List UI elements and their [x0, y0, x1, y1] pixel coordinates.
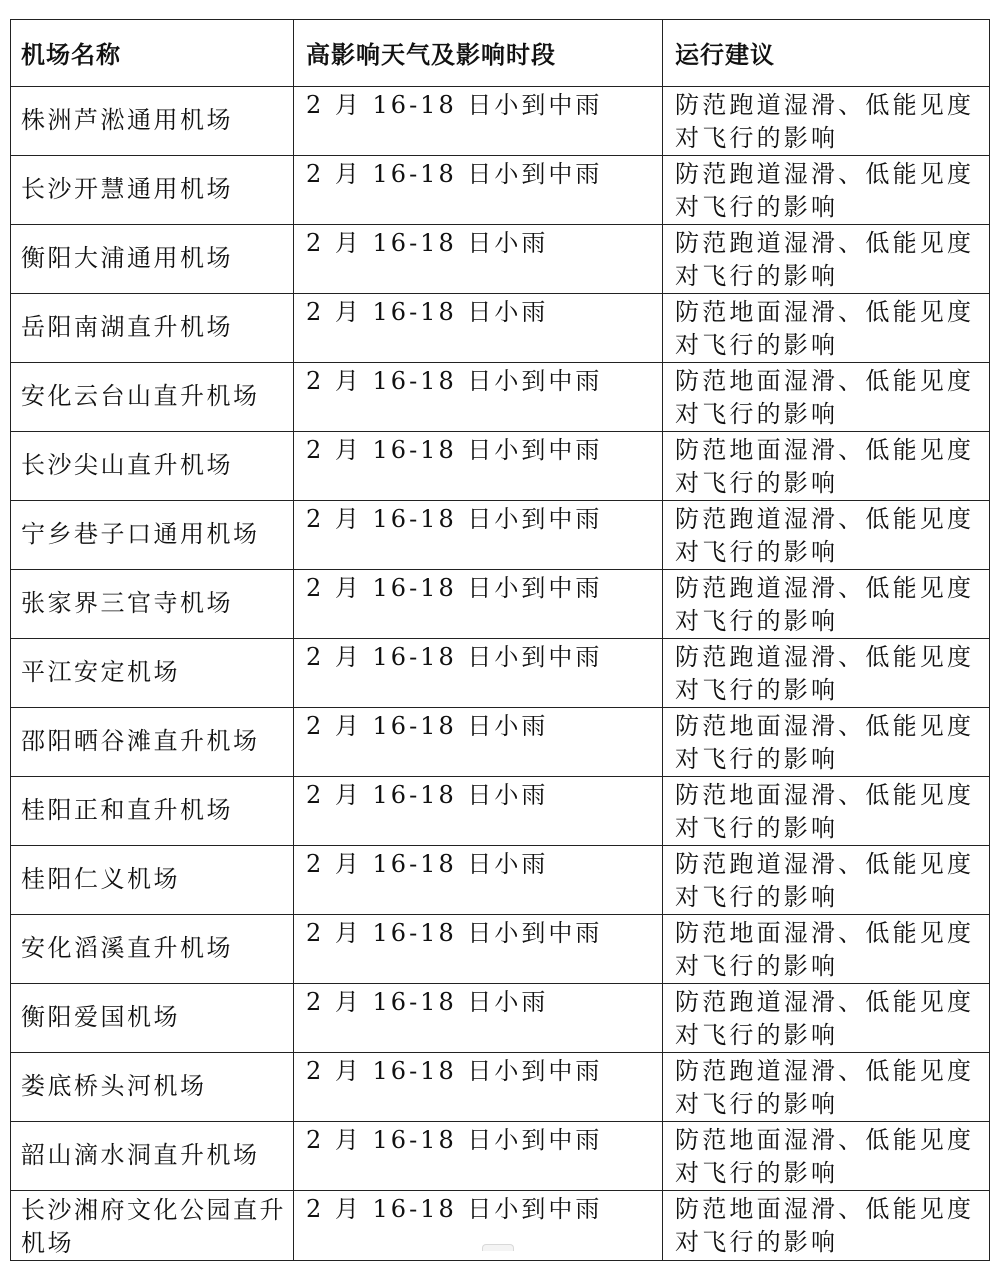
advice-cell: 防范地面湿滑、低能见度对飞行的影响: [663, 363, 990, 432]
table-header-row: [11, 20, 990, 87]
advice-cell: 防范地面湿滑、低能见度对飞行的影响: [663, 1122, 990, 1191]
airport-name-cell: 衡阳爱国机场: [11, 984, 294, 1053]
table-row: [11, 639, 990, 708]
airport-name-cell: 娄底桥头河机场: [11, 1053, 294, 1122]
airport-name-cell: 韶山滴水洞直升机场: [11, 1122, 294, 1191]
weather-cell: 2 月 16-18 日小到中雨: [294, 1191, 663, 1261]
advice-cell: 防范跑道湿滑、低能见度对飞行的影响: [663, 984, 990, 1053]
column-header-airport: 机场名称: [11, 20, 294, 87]
advice-cell: 防范跑道湿滑、低能见度对飞行的影响: [663, 225, 990, 294]
advice-cell: 防范地面湿滑、低能见度对飞行的影响: [663, 432, 990, 501]
table-row: [11, 1122, 990, 1191]
airport-name-cell: 张家界三官寺机场: [11, 570, 294, 639]
table-row: [11, 570, 990, 639]
airport-name-cell: 衡阳大浦通用机场: [11, 225, 294, 294]
advice-cell: 防范地面湿滑、低能见度对飞行的影响: [663, 708, 990, 777]
weather-cell: 2 月 16-18 日小到中雨: [294, 432, 663, 501]
weather-cell: 2 月 16-18 日小雨: [294, 708, 663, 777]
airport-name-cell: 长沙开慧通用机场: [11, 156, 294, 225]
table-row: [11, 501, 990, 570]
weather-cell: 2 月 16-18 日小到中雨: [294, 87, 663, 156]
table-row: [11, 777, 990, 846]
table-row: [11, 363, 990, 432]
table-row: [11, 1053, 990, 1122]
advice-cell: 防范地面湿滑、低能见度对飞行的影响: [663, 294, 990, 363]
airport-name-cell: 桂阳正和直升机场: [11, 777, 294, 846]
weather-cell: 2 月 16-18 日小到中雨: [294, 363, 663, 432]
weather-cell: 2 月 16-18 日小到中雨: [294, 501, 663, 570]
weather-cell: 2 月 16-18 日小雨: [294, 777, 663, 846]
airport-name-cell: 岳阳南湖直升机场: [11, 294, 294, 363]
advice-cell: 防范地面湿滑、低能见度对飞行的影响: [663, 777, 990, 846]
weather-cell: 2 月 16-18 日小到中雨: [294, 1053, 663, 1122]
airport-name-cell: 安化云台山直升机场: [11, 363, 294, 432]
airport-weather-table: [10, 19, 990, 1261]
table-row: [11, 156, 990, 225]
weather-cell: 2 月 16-18 日小到中雨: [294, 156, 663, 225]
advice-cell: 防范跑道湿滑、低能见度对飞行的影响: [663, 639, 990, 708]
advice-cell: 防范跑道湿滑、低能见度对飞行的影响: [663, 87, 990, 156]
advice-cell: 防范跑道湿滑、低能见度对飞行的影响: [663, 501, 990, 570]
table-row: [11, 846, 990, 915]
airport-name-cell: 平江安定机场: [11, 639, 294, 708]
table-row: [11, 432, 990, 501]
advice-cell: 防范跑道湿滑、低能见度对飞行的影响: [663, 156, 990, 225]
advice-cell: 防范地面湿滑、低能见度对飞行的影响: [663, 1191, 990, 1261]
weather-cell: 2 月 16-18 日小到中雨: [294, 915, 663, 984]
airport-name-cell: 长沙尖山直升机场: [11, 432, 294, 501]
airport-name-cell: 株洲芦淞通用机场: [11, 87, 294, 156]
table-row: [11, 708, 990, 777]
airport-name-cell: 邵阳晒谷滩直升机场: [11, 708, 294, 777]
advice-cell: 防范地面湿滑、低能见度对飞行的影响: [663, 915, 990, 984]
airport-name-cell: 长沙湘府文化公园直升机场: [11, 1191, 294, 1261]
advice-cell: 防范跑道湿滑、低能见度对飞行的影响: [663, 1053, 990, 1122]
column-header-advice: 运行建议: [663, 20, 990, 87]
airport-name-cell: 桂阳仁义机场: [11, 846, 294, 915]
weather-cell: 2 月 16-18 日小雨: [294, 294, 663, 363]
weather-cell: 2 月 16-18 日小雨: [294, 225, 663, 294]
weather-cell: 2 月 16-18 日小到中雨: [294, 639, 663, 708]
advice-cell: 防范跑道湿滑、低能见度对飞行的影响: [663, 846, 990, 915]
airport-name-cell: 安化滔溪直升机场: [11, 915, 294, 984]
table-row: [11, 87, 990, 156]
advice-cell: 防范跑道湿滑、低能见度对飞行的影响: [663, 570, 990, 639]
table-row: [11, 984, 990, 1053]
weather-cell: 2 月 16-18 日小到中雨: [294, 1122, 663, 1191]
table-row: [11, 915, 990, 984]
table-row: [11, 225, 990, 294]
weather-cell: 2 月 16-18 日小雨: [294, 846, 663, 915]
weather-cell: 2 月 16-18 日小雨: [294, 984, 663, 1053]
weather-cell: 2 月 16-18 日小到中雨: [294, 570, 663, 639]
airport-name-cell: 宁乡巷子口通用机场: [11, 501, 294, 570]
table-row: [11, 294, 990, 363]
column-header-weather: 高影响天气及影响时段: [294, 20, 663, 87]
